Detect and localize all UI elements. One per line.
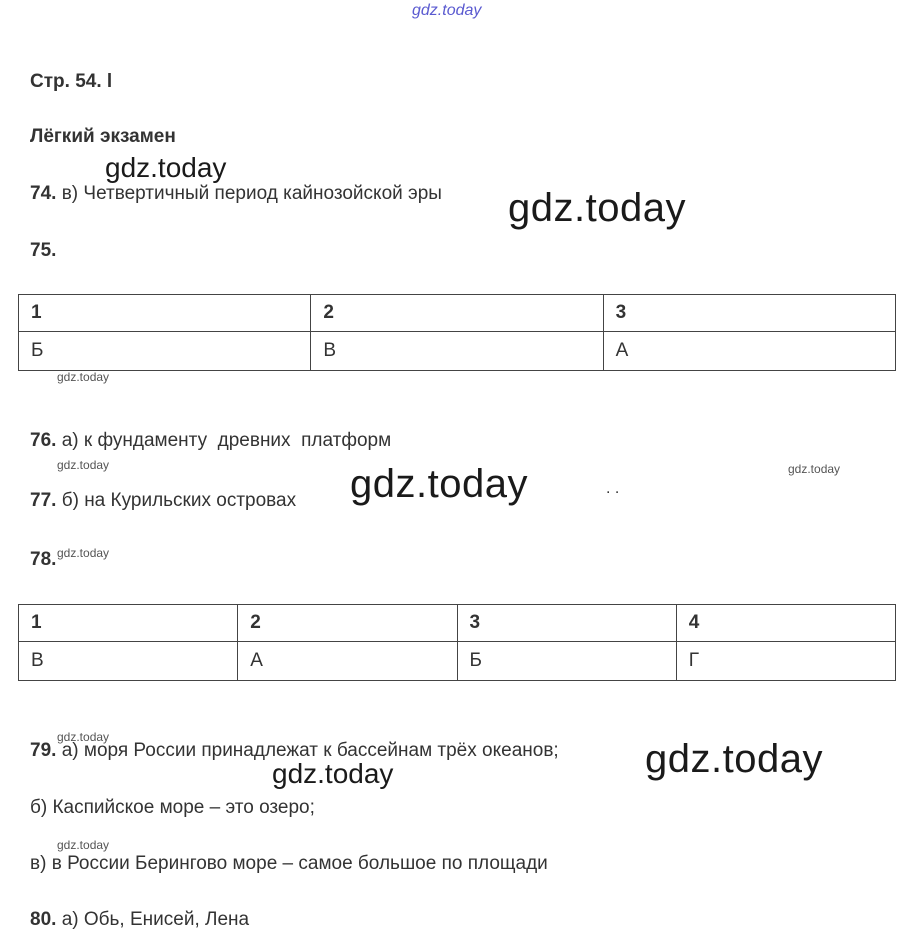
table-cell: В xyxy=(311,332,603,371)
table-row xyxy=(19,332,896,371)
answer-text: в) Четвертичный период кайнозойской эры xyxy=(61,183,442,204)
answer-text: а) Обь, Енисей, Лена xyxy=(61,909,250,930)
table-header-cell: 2 xyxy=(311,295,603,332)
watermark: gdz.today xyxy=(105,152,227,183)
watermark: gdz.today xyxy=(57,838,110,852)
question-75-number: 75. xyxy=(30,240,57,261)
answer-text: б) на Курильских островах xyxy=(61,490,297,511)
table-cell: Г xyxy=(676,642,895,681)
question-number: 80. xyxy=(30,909,57,930)
table-header-row xyxy=(19,295,896,332)
watermark-top: gdz.today xyxy=(412,2,482,19)
question-number: 77. xyxy=(30,490,57,511)
answer-text: а) моря России принадлежат к бассейнам трёх океанов; xyxy=(61,740,559,761)
page-reference: Стр. 54. l xyxy=(30,71,113,92)
question-74 xyxy=(30,183,442,205)
question-80 xyxy=(30,909,249,931)
table-header-cell: 1 xyxy=(19,295,311,332)
question-77 xyxy=(30,490,296,512)
table-header-cell: 2 xyxy=(238,605,457,642)
answer-text: а) к фундаменту древних платформ xyxy=(61,430,392,451)
watermark: gdz.today xyxy=(57,730,110,744)
table-header-cell: 3 xyxy=(457,605,676,642)
watermark: gdz.today xyxy=(272,758,394,789)
watermark: gdz.today xyxy=(57,370,110,384)
table-row xyxy=(19,642,896,681)
watermark: gdz.today xyxy=(508,186,686,230)
watermark: gdz.today xyxy=(645,737,823,781)
watermark: gdz.today xyxy=(788,462,841,476)
stray-dots: . . xyxy=(606,480,620,497)
table-cell: Б xyxy=(19,332,311,371)
question-76 xyxy=(30,430,391,452)
table-header-row xyxy=(19,605,896,642)
answer-table-78 xyxy=(18,604,896,681)
table-cell: В xyxy=(19,642,238,681)
section-title: Лёгкий экзамен xyxy=(30,126,176,147)
answer-table-75 xyxy=(18,294,896,371)
question-79 xyxy=(30,740,559,762)
table-header-cell: 4 xyxy=(676,605,895,642)
question-number: 76. xyxy=(30,430,57,451)
question-number: 79. xyxy=(30,740,57,761)
watermark: gdz.today xyxy=(350,462,528,506)
watermark: gdz.today xyxy=(57,458,110,472)
question-number: 74. xyxy=(30,183,57,204)
question-79-line-2: б) Каспийское море – это озеро; xyxy=(30,797,315,818)
table-cell: А xyxy=(603,332,895,371)
table-header-cell: 1 xyxy=(19,605,238,642)
question-78-number: 78. xyxy=(30,549,57,570)
table-cell: А xyxy=(238,642,457,681)
watermark: gdz.today xyxy=(57,546,110,560)
table-header-cell: 3 xyxy=(603,295,895,332)
table-cell: Б xyxy=(457,642,676,681)
question-79-line-3: в) в России Берингово море – самое большое по площади xyxy=(30,853,548,874)
